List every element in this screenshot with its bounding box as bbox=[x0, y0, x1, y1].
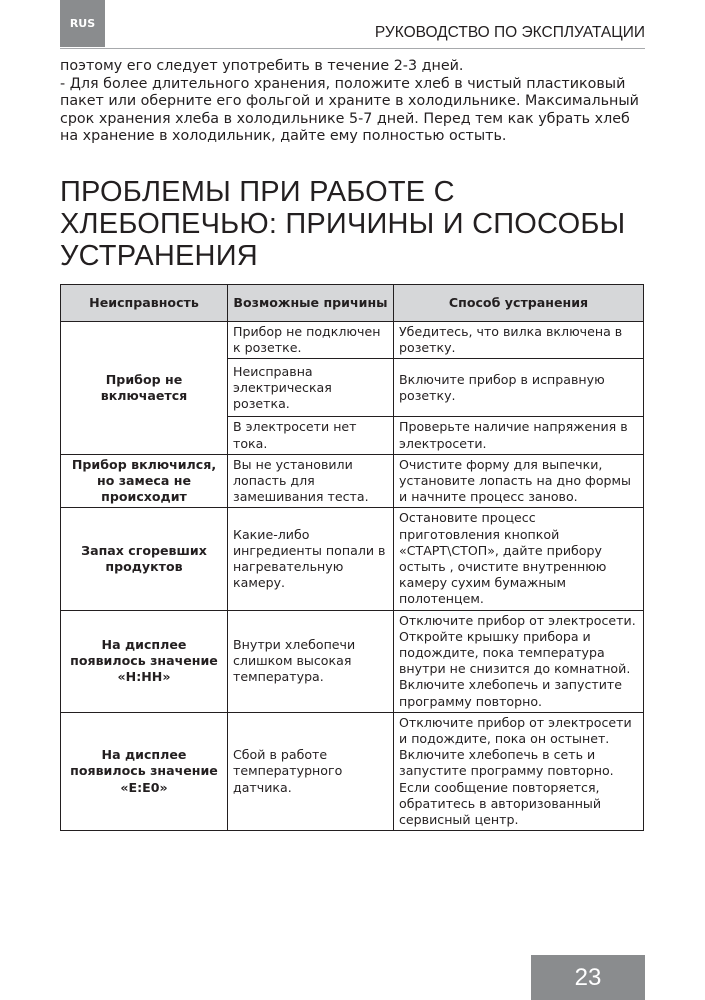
problem-cell: На дисплее появилось значение «H:HH» bbox=[61, 610, 228, 712]
header-divider bbox=[60, 48, 645, 49]
table-row bbox=[61, 712, 644, 830]
table-row bbox=[61, 610, 644, 712]
cause-cell: Неисправна электрическая розетка. bbox=[228, 359, 394, 417]
solution-cell: Очистите форму для выпечки, установите лопасть на дно формы и начните процесс заново. bbox=[394, 454, 644, 508]
table-row bbox=[61, 322, 644, 359]
header-solution: Способ устранения bbox=[394, 285, 644, 322]
solution-cell: Отключите прибор от электросети и подождите, пока он остынет. Включите хлебопечь в сеть и запустите программу повторно. Если сообщение повторяется, обратитесь в авторизованный сервисный центр. bbox=[394, 712, 644, 830]
header-causes: Возможные причины bbox=[228, 285, 394, 322]
intro-text bbox=[60, 58, 650, 146]
problem-cell: Прибор включился, но замеса не происходит bbox=[61, 454, 228, 508]
intro-line-2: - Для более длительного хранения, положите хлеб в чистый пластиковый пакет или оберните его фольгой и храните в холодильнике. Максимальный срок хранения хлеба в холодильнике 5-7 дней. Перед тем как убрать хлеб на хранение в холодильник, дайте ему полностью остыть. bbox=[60, 75, 639, 144]
problem-cell: Запах сгоревших продуктов bbox=[61, 508, 228, 610]
table-row bbox=[61, 454, 644, 508]
solution-cell: Проверьте наличие напряжения в электросети. bbox=[394, 417, 644, 454]
cause-cell: Вы не установили лопасть для замешивания теста. bbox=[228, 454, 394, 508]
solution-cell: Включите прибор в исправную розетку. bbox=[394, 359, 644, 417]
intro-line-1: поэтому его следует употребить в течение 2-3 дней. bbox=[60, 58, 464, 74]
troubleshooting-table bbox=[60, 284, 644, 831]
solution-cell: Убедитесь, что вилка включена в розетку. bbox=[394, 322, 644, 359]
problem-cell: На дисплее появилось значение «E:E0» bbox=[61, 712, 228, 830]
cause-cell: Внутри хлебопечи слишком высокая температура. bbox=[228, 610, 394, 712]
cause-cell: Сбой в работе температурного датчика. bbox=[228, 712, 394, 830]
language-tab: RUS bbox=[60, 0, 105, 47]
header-problem: Неисправность bbox=[61, 285, 228, 322]
cause-cell: Прибор не подключен к розетке. bbox=[228, 322, 394, 359]
table-row bbox=[61, 508, 644, 610]
manual-header-title: РУКОВОДСТВО ПО ЭКСПЛУАТАЦИИ bbox=[374, 24, 645, 41]
problem-cell: Прибор не включается bbox=[61, 322, 228, 455]
solution-cell: Остановите процесс приготовления кнопкой «СТАРТ\СТОП», дайте прибору остыть , очистите внутреннюю камеру сухим бумажным полотенцем. bbox=[394, 508, 644, 610]
table-header-row bbox=[61, 285, 644, 322]
cause-cell: Какие-либо ингредиенты попали в нагревательную камеру. bbox=[228, 508, 394, 610]
section-title: ПРОБЛЕМЫ ПРИ РАБОТЕ С ХЛЕБОПЕЧЬЮ: ПРИЧИНЫ И СПОСОБЫ УСТРАНЕНИЯ bbox=[60, 176, 626, 272]
page-number: 23 bbox=[531, 955, 645, 1000]
cause-cell: В электросети нет тока. bbox=[228, 417, 394, 454]
solution-cell: Отключите прибор от электросети. Откройте крышку прибора и подождите, пока температура внутри не снизится до комнатной. Включите хлебопечь и запустите программу повторно. bbox=[394, 610, 644, 712]
